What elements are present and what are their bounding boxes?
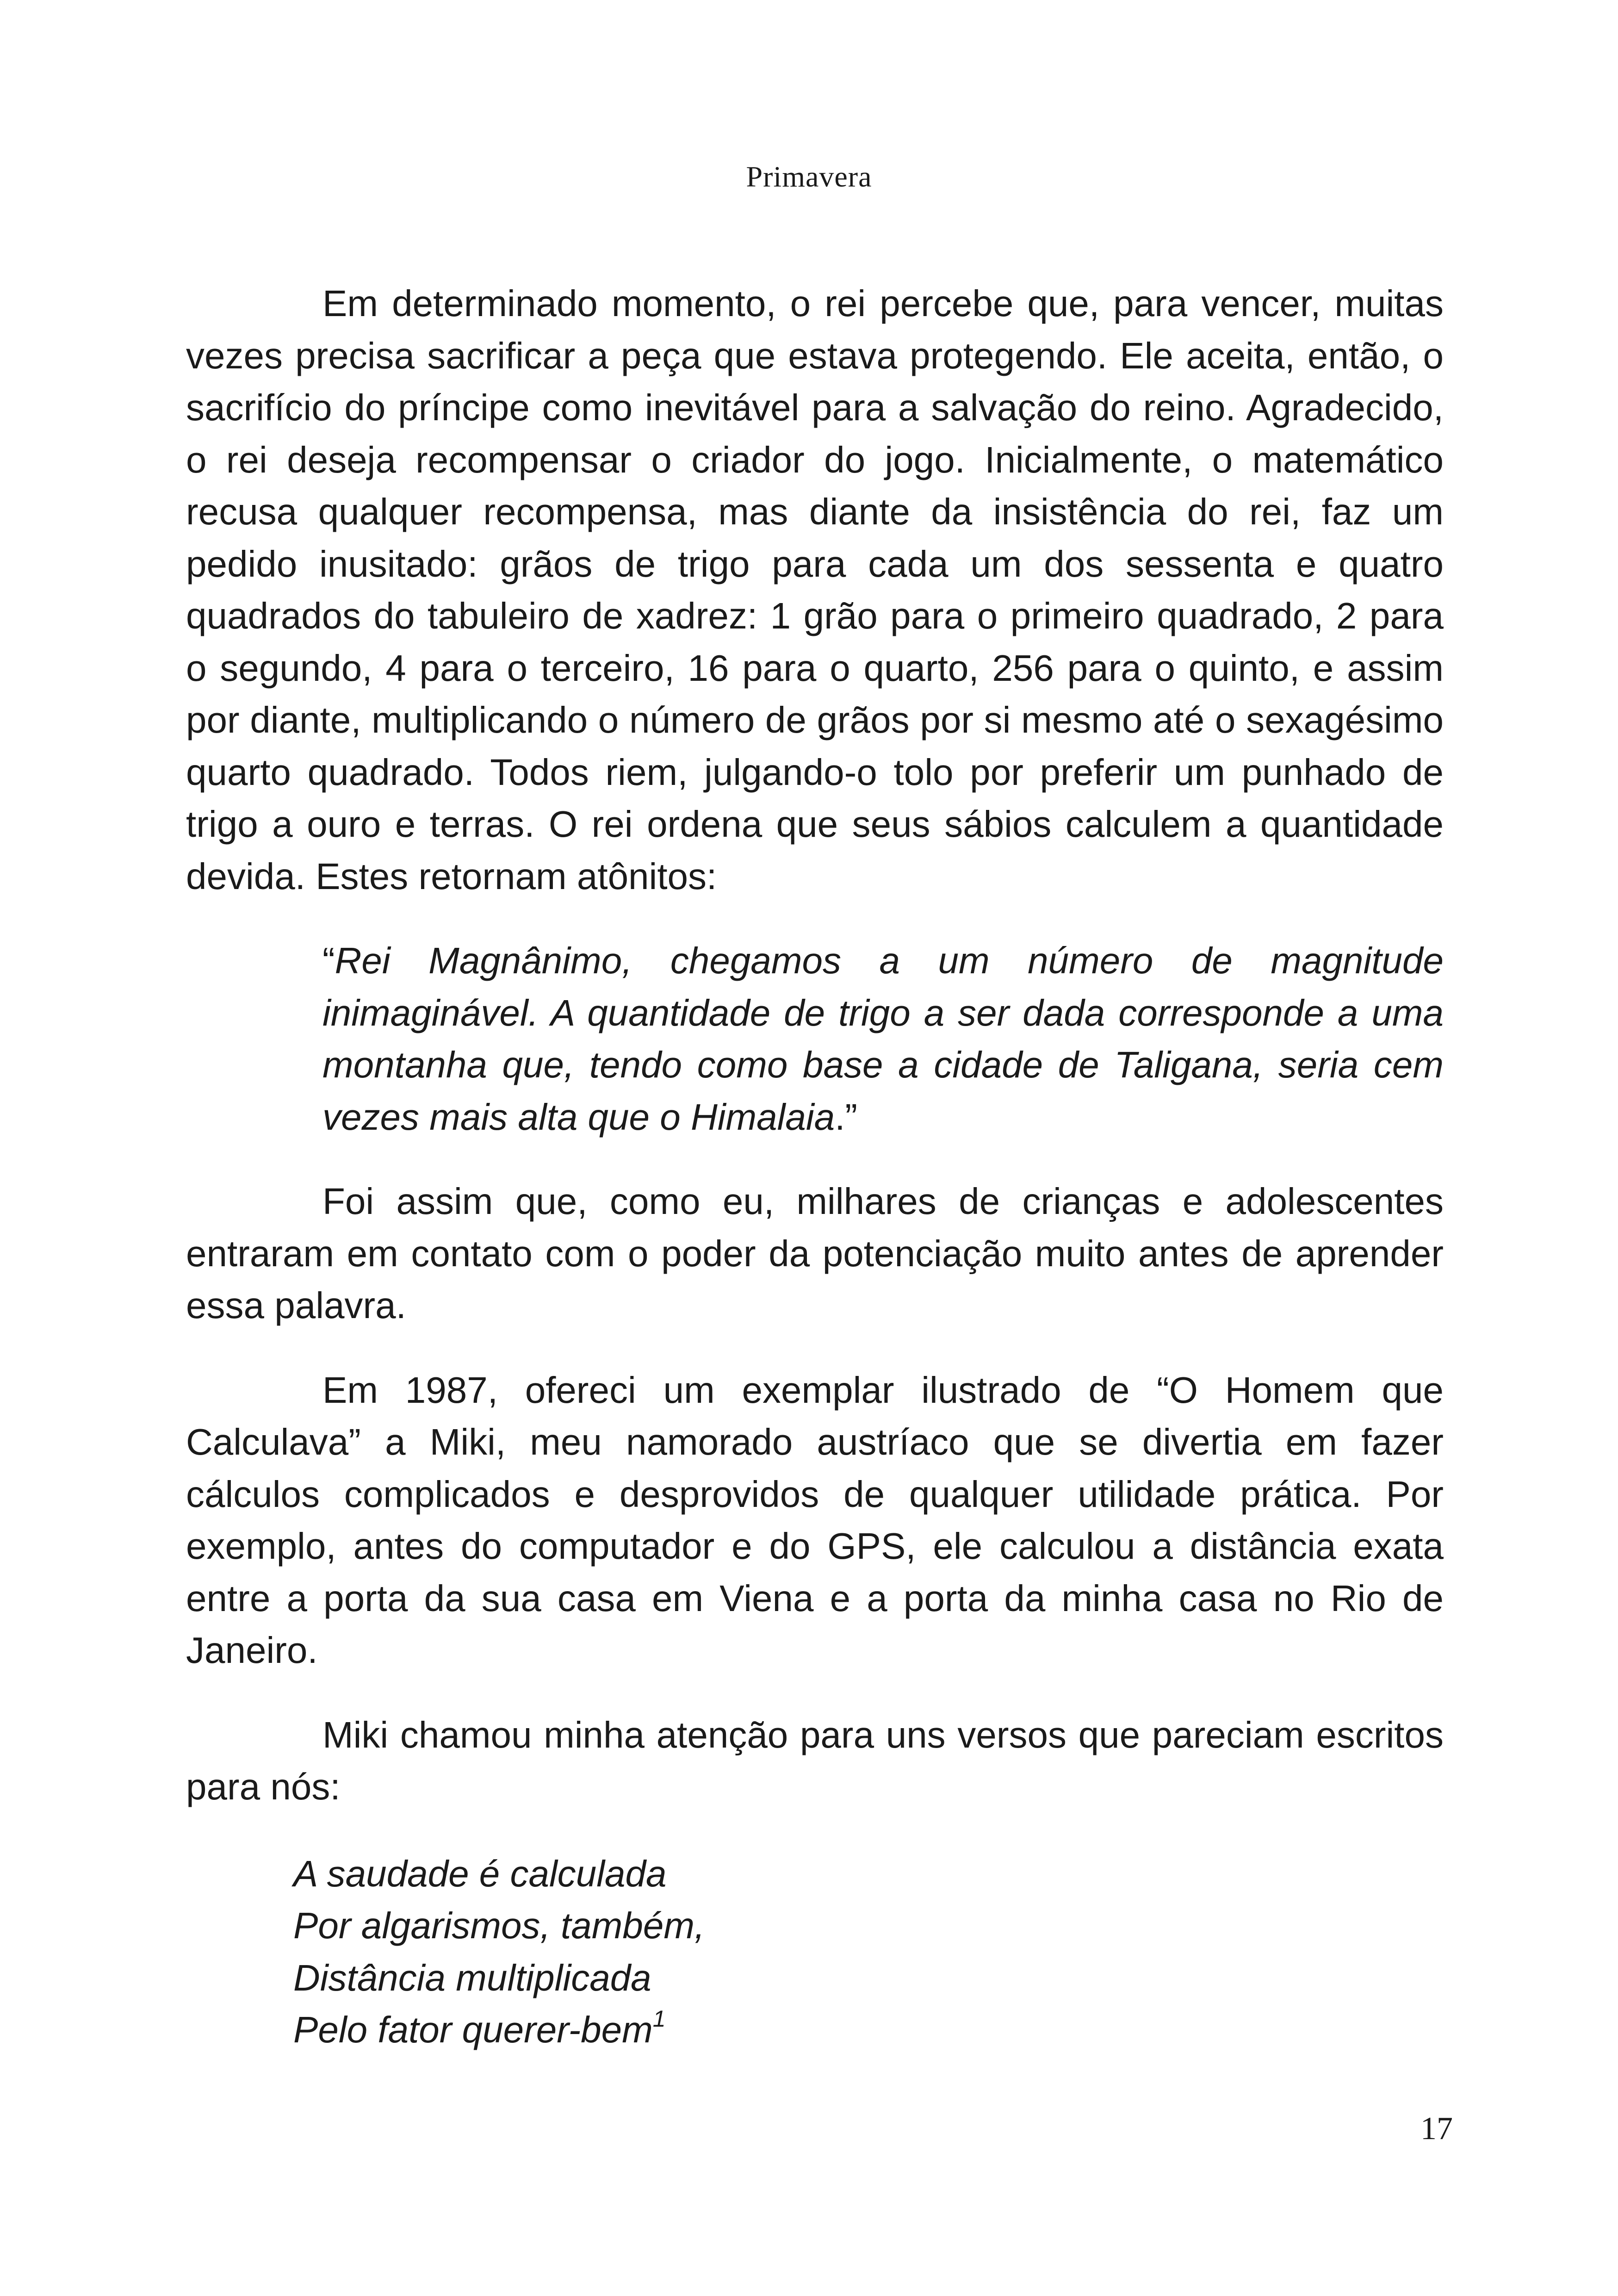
footnote-marker[interactable]: 1 — [652, 2006, 666, 2032]
verse-line-last — [293, 2004, 1444, 2056]
page-number: 17 — [1420, 2111, 1453, 2147]
paragraph-miki-1987: Em 1987, ofereci um exemplar ilustrado de “O Homem que Calculava” a Miki, meu namorado austríaco que se divertia em fazer cálculos complicados e desprovidos de qualquer utilidade prática. Por exemplo, antes do computador e do GPS, ele calculou a distância exata entre a porta da sua casa em Viena e a porta da minha casa no Rio de Janeiro. — [186, 1369, 1444, 1671]
verse-line-text: Pelo fator querer-bem — [293, 2009, 653, 2050]
running-head: Primavera — [746, 160, 872, 193]
quote-close-mark: .” — [835, 1096, 858, 1138]
block-quote — [322, 935, 1444, 1143]
paragraph-potentiation: Foi assim que, como eu, milhares de crianças e adolescentes entraram em contato com o poder da potenciação muito antes de aprender essa palavra. — [186, 1181, 1444, 1326]
verse-line: Distância multiplicada — [293, 1957, 651, 1998]
verse-line: Por algarismos, também, — [293, 1905, 705, 1946]
quote-open-mark: “ — [322, 940, 335, 981]
quote-text: Rei Magnânimo, chegamos a um número de magnitude inimaginável. A quantidade de trigo a ser dada corresponde a uma montanha que, tendo como base a cidade de Taligana, seria cem vezes mais alta que o Himalaia — [322, 940, 1444, 1138]
paragraph-verses-intro: Miki chamou minha atenção para uns versos que pareciam escritos para nós: — [186, 1714, 1444, 1807]
paragraph-king-sacrifice: Em determinado momento, o rei percebe que, para vencer, muitas vezes precisa sacrificar a peça que estava protegendo. Ele aceita, então, o sacrifício do príncipe como inevitável para a salvação do reino. Agradecido, o rei deseja recompensar o criador do jogo. Inicialmente, o matemático recusa qualquer recompensa, mas diante da insistência do rei, faz um pedido inusitado: grãos de trigo para cada um dos sessenta e quatro quadrados do tabuleiro de xadrez: 1 grão para o primeiro quadrado, 2 para o segundo, 4 para o terceiro, 16 para o quarto, 256 para o quinto, e assim por diante, multiplicando o número de grãos por si mesmo até o sexagésimo quarto quadrado. Todos riem, julgando-o tolo por preferir um punhado de trigo a ouro e terras. O rei ordena que seus sábios calculem a quantidade devida. Estes retornam atônitos: — [186, 283, 1444, 897]
verse-line: A saudade é calculada — [293, 1853, 667, 1894]
verse-block — [293, 1848, 1444, 2056]
body-text — [186, 278, 1444, 2056]
